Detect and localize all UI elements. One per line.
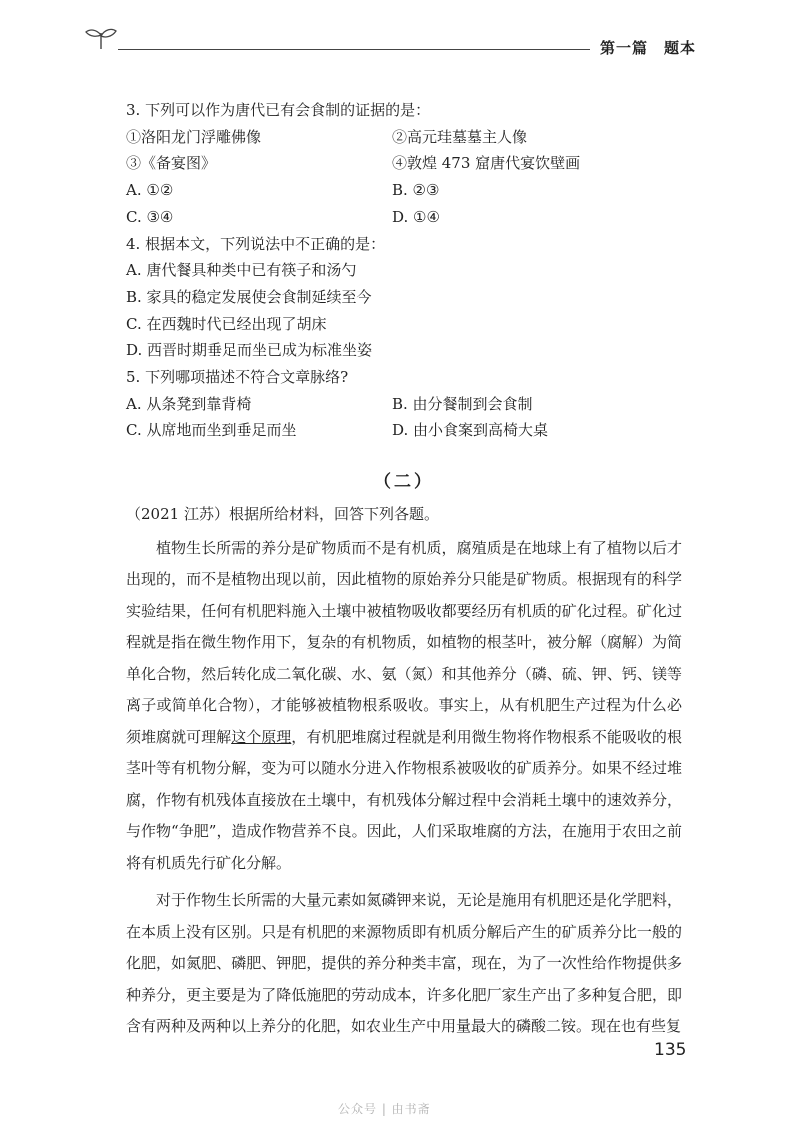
- option-c: C. 从席地而坐到垂足而坐: [126, 421, 297, 440]
- header-rule: [118, 49, 590, 50]
- option-b: B. ②③: [392, 181, 440, 200]
- answer-options: [126, 177, 682, 230]
- section-heading: （二）: [374, 472, 434, 493]
- passage-paragraph-2: 对于作物生长所需的大量元素如氮磷钾来说，无论是施用有机肥还是化学肥料，在本质上没有区别。只是有机肥的来源物质即有机质分解后产生的矿质养分比一般的化肥，如氮肥、磷肥、钾肥，提供的养分种类丰富，现在，为了一次性给作物提供多种养分，更主要是为了降低施肥的劳动成本，许多化肥厂家生产出了多种复合肥，即含有两种及两种以上养分的化肥，如农业生产中用量最大的磷酸二铵。现在也有些复: [126, 891, 682, 1036]
- option-b: B. 家具的稳定发展使会食制延续至今: [126, 287, 372, 306]
- item-1: ①洛阳龙门浮雕佛像: [126, 127, 262, 146]
- option-a: A. 从条凳到靠背椅: [126, 394, 252, 413]
- item-4: ④敦煌 473 窟唐代宴饮壁画: [392, 154, 581, 173]
- page-header: [0, 0, 800, 80]
- paragraph-text: ，有机肥堆腐过程就是利用微生物将作物根系不能吸收的根茎叶等有机物分解，变为可以随水分进入作物根系被吸收的矿质养分。如果不经过堆腐，作物有机残体直接放在土壤中，有机残体分解过程中会消耗土壤中的速效养分，与作物“争肥”，造成作物营养不良。因此，人们采取堆腐的方法，在施用于农田之前将有机质先行矿化分解。: [126, 727, 682, 872]
- section-source: （2021 江苏）根据所给材料，回答下列各题。: [126, 504, 439, 523]
- item-3: ③《备宴图》: [126, 154, 217, 173]
- watermark: 公众号 | 由书斋: [338, 1102, 431, 1116]
- option-c: C. 在西魏时代已经出现了胡床: [126, 314, 327, 333]
- answer-options: [126, 391, 682, 444]
- question-stem: 4. 根据本文，下列说法中不正确的是：: [126, 234, 386, 253]
- option-a: A. 唐代餐具种类中已有筷子和汤勺: [126, 261, 357, 280]
- question-5: [126, 364, 682, 444]
- option-d: D. 西晋时期垂足而坐已成为标准坐姿: [126, 341, 373, 360]
- sprout-icon: [84, 26, 118, 50]
- question-4: [126, 231, 682, 365]
- option-b: B. 由分餐制到会食制: [392, 394, 533, 413]
- option-d: D. ①④: [392, 207, 440, 226]
- question-stem: 5. 下列哪项描述不符合文章脉络?: [126, 368, 349, 387]
- option-c: C. ③④: [126, 207, 174, 226]
- page-content: [126, 97, 682, 1043]
- option-d: D. 由小食案到高椅大桌: [392, 421, 549, 440]
- option-a: A. ①②: [126, 181, 174, 200]
- question-stem: 3. 下列可以作为唐代已有会食制的证据的是：: [126, 101, 431, 119]
- question-items: [126, 124, 682, 177]
- page-number: 135: [654, 1040, 687, 1060]
- question-3: [126, 97, 682, 231]
- underlined-phrase: 这个原理: [231, 727, 292, 746]
- chapter-title: 第一篇 题本: [600, 39, 697, 57]
- passage-paragraph-1: [126, 533, 682, 880]
- paragraph-text: 植物生长所需的养分是矿物质而不是有机质，腐殖质是在地球上有了植物以后才出现的，而不是植物出现以前，因此植物的原始养分只能是矿物质。根据现有的科学实验结果，任何有机肥料施入土壤中被植物吸收都要经历有机质的矿化过程。矿化过程就是指在微生物作用下，复杂的有机物质，如植物的根茎叶，被分解（腐解）为简单化合物，然后转化成二氧化碳、水、氨（氮）和其他养分（磷、硫、钾、钙、镁等离子或简单化合物），才能够被植物根系吸收。事实上，从有机肥生产过程为什么必须堆腐就可理解: [126, 538, 682, 746]
- item-2: ②高元珪墓墓主人像: [392, 127, 528, 146]
